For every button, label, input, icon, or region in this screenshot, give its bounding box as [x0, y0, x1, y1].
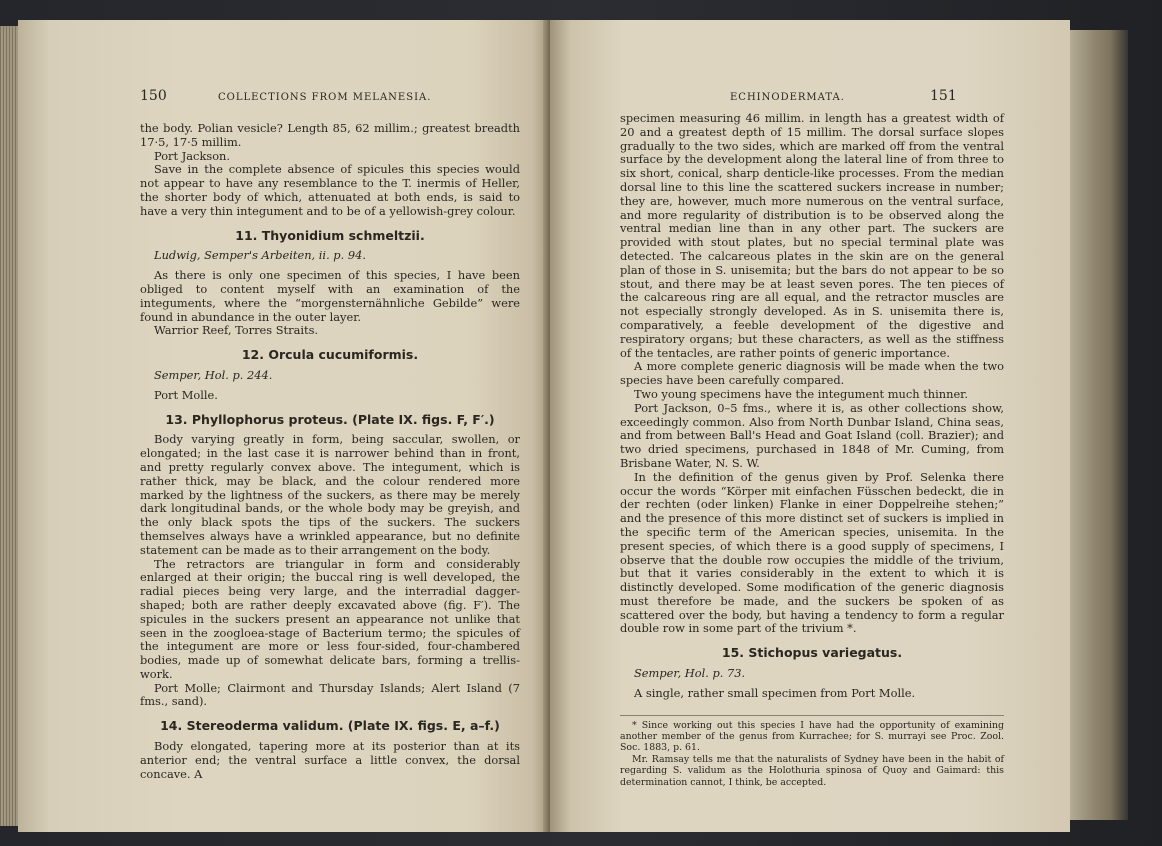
- running-head: ECHINODERMATA.: [730, 92, 845, 103]
- right-page-edges: [1070, 30, 1128, 820]
- paragraph: the body. Polian vesicle? Length 85, 62 millim.; greatest breadth 17·5, 17·5 millim.: [140, 121, 520, 149]
- citation: Semper, Hol. p. 244.: [154, 367, 273, 382]
- section-heading: 11. Thyonidium schmeltzii.: [235, 227, 425, 243]
- paragraph: Port Jackson.: [154, 148, 231, 163]
- section-heading: 13. Phyllophorus proteus. (Plate IX. figs. F, F′.): [165, 411, 495, 427]
- paragraph: Body varying greatly in form, being saccular, swollen, or elongated; in the last case it is narrower behind than in front, and pretty regularly convex above. The integument, which is rather thick, may be black, and the colour rendered more marked by the lightness of the suckers, as there may be merely dark longitudinal bands, or the whole body may be greyish, and the only black spots the tips of the suckers. The suckers themselves always have a wrinkled appearance, but no definite statement can be made as to their arrangement on the body.: [140, 432, 520, 557]
- paragraph: Save in the complete absence of spicules this species would not appear to have any resemblance to the T. inermis of Heller, the shorter body of which, attenuated at both ends, is said to have a very thin integument and to be of a yellowish-grey colour.: [140, 162, 520, 218]
- paragraph: In the definition of the genus given by Prof. Selenka there occur the words “Körper mit einfachen Füsschen bedeckt, die in der rechten (oder linken) Flanke in einer Doppelreihe stehen;” and the presence of this more distinct set of suckers is implied in the specific term of the American species, unisemita. In the present species, of which there is a good supply of specimens, I observe that the double row occupies the middle of the trivium, but that it varies considerably in the extent to which it is distinctly developed. Some modification of the generic diagnosis must therefore be made, and the suckers be spoken of as scattered over the body, but having a tendency to form a regular double row in some part of the trivium *.: [620, 469, 1004, 636]
- paragraph: specimen measuring 46 millim. in length has a greatest width of 20 and a greatest depth of 15 millim. The dorsal surface slopes gradually to the two sides, which are marked off from the ventral surface by the development along the lateral line of from three to six short, conical, sharp denticle-like processes. From the median dorsal line to this line the scattered suckers increase in number; they are, however, much more numerous on the ventral surface, and more regularity of distribution is to be observed along the ventral median line than in any other part. The suckers are provided with stout plates, but no special terminal plate was detected. The calcareous plates in the skin are on the general plan of those in S. unisemita; but the bars do not appear to be so stout, and there may be at least seven pores. The ten pieces of the calcareous ring are all equal, and the retractor muscles are not especially strongly developed. As in S. unisemita there is, comparatively, a feeble development of the digestive and respiratory organs; but these characters, as well as the stiffness of the tentacles, are rather points of generic importance.: [620, 111, 1004, 360]
- paragraph: Two young specimens have the integument much thinner.: [634, 386, 968, 401]
- footnote: Mr. Ramsay tells me that the naturalists of Sydney have been in the habit of regarding S. validum as the Holothuria spinosa of Quoy and Gaimard: this determination cannot, I think, be accepted.: [620, 753, 1004, 788]
- paragraph: Body elongated, tapering more at its posterior than at its anterior end; the ventral surface a little convex, the dorsal concave. A: [140, 739, 520, 781]
- paragraph: Port Molle; Clairmont and Thursday Islands; Alert Island (7 fms., sand).: [140, 680, 520, 709]
- footnote: * Since working out this species I have had the opportunity of examining another member of the genus from Kurrachee; for S. murrayi see Proc. Zool. Soc. 1883, p. 61.: [620, 719, 1004, 754]
- paragraph: A single, rather small specimen from Port Molle.: [634, 685, 916, 700]
- left-page: [18, 20, 548, 832]
- section-heading: 14. Stereoderma validum. (Plate IX. figs. E, a–f.): [160, 718, 500, 734]
- paragraph: Port Jackson, 0–5 fms., where it is, as other collections show, exceedingly common. Also from North Dunbar Island, China seas, and from between Ball's Head and Goat Island (coll. Brazier); and two dried specimens, purchased in 1848 of Mr. Cuming, from Brisbane Water, N. S. W.: [620, 400, 1004, 470]
- citation: Semper, Hol. p. 73.: [634, 666, 746, 681]
- paragraph: The retractors are triangular in form and considerably enlarged at their origin; the buccal ring is well developed, the radial pieces being very large, and the interradial dagger-shaped; both are rather deeply excavated above (fig. F′). The spicules in the suckers present an appearance not unlike that seen in the zoogloea-stage of Bacterium termo; the spicules of the integument are more or less four-sided, four-chambered bodies, made up of somewhat delicate bars, forming a trellis-work.: [140, 556, 520, 681]
- paragraph: As there is only one specimen of this species, I have been obliged to content myself with an examination of the integuments, where the “morgensternähnliche Gebilde” were found in abundance in the outer layer.: [140, 268, 520, 324]
- right-page: [550, 20, 1070, 832]
- running-head: COLLECTIONS FROM MELANESIA.: [218, 92, 432, 103]
- section-heading: 12. Orcula cucumiformis.: [241, 347, 419, 363]
- page-number: 150: [140, 88, 167, 104]
- text-column: [140, 122, 520, 781]
- paragraph: Warrior Reef, Torres Straits.: [154, 323, 319, 338]
- citation: Ludwig, Semper's Arbeiten, ii. p. 94.: [154, 248, 366, 263]
- paragraph: A more complete generic diagnosis will be made when the two species have been carefully compared.: [620, 359, 1004, 388]
- footnotes: [620, 715, 1004, 788]
- text-column: [620, 112, 1004, 788]
- paragraph: Port Molle.: [154, 387, 218, 402]
- section-heading: 15. Stichopus variegatus.: [721, 645, 903, 661]
- page-number: 151: [930, 88, 957, 104]
